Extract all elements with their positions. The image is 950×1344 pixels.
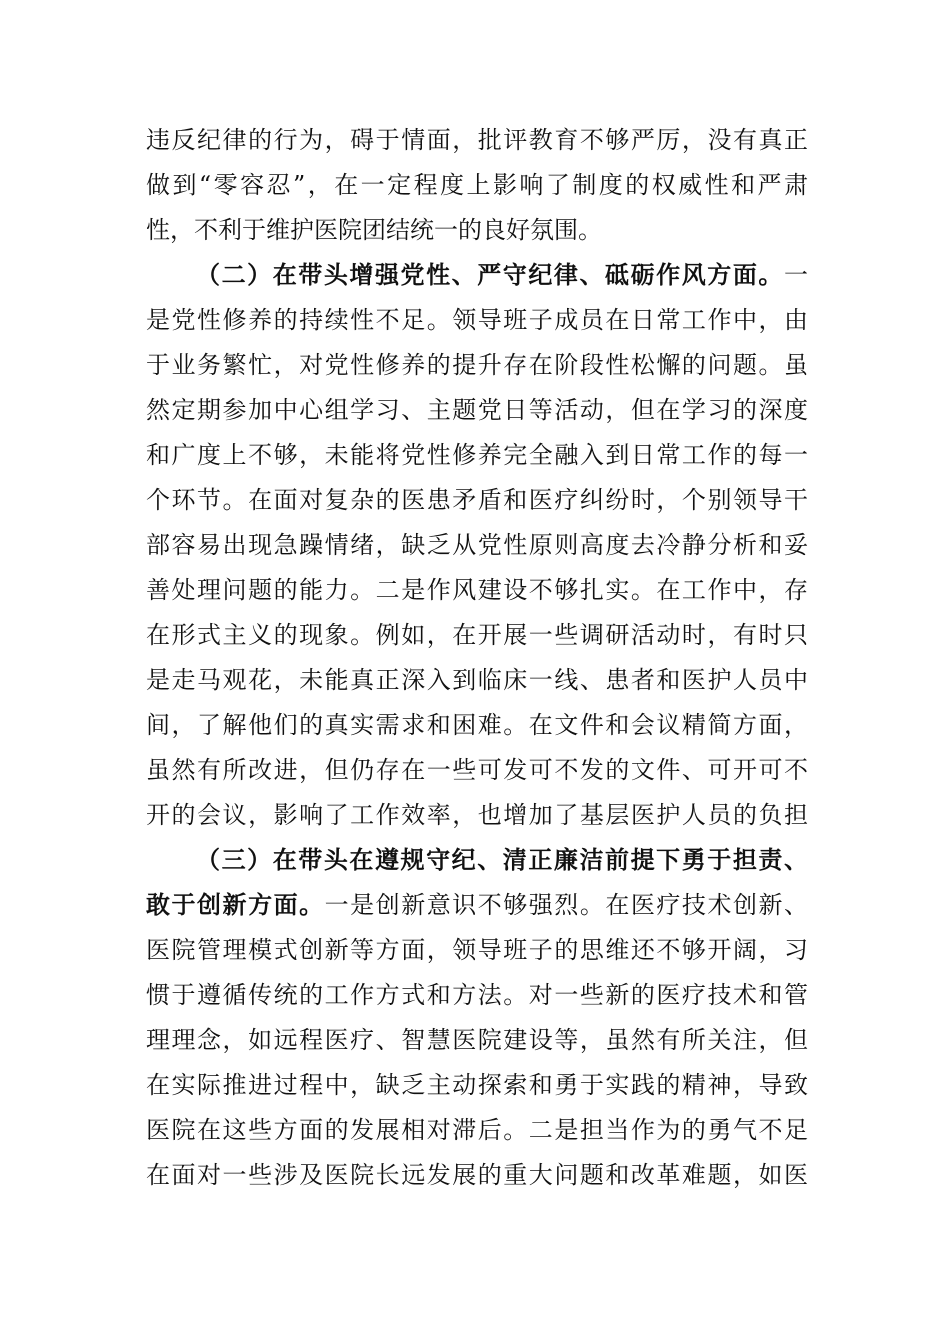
text-line: 善处理问题的能力。二是作风建设不够扎实。在工作中，存	[146, 576, 808, 604]
text-line: 然定期参加中心组学习、主题党日等活动，但在学习的深度	[146, 396, 808, 424]
text-line: 违反纪律的行为，碍于情面，批评教育不够严厉，没有真正	[146, 126, 808, 154]
text-line: 性，不利于维护医院团结统一的良好氛围。	[146, 216, 602, 244]
text-line: 部容易出现急躁情绪，缺乏从党性原则高度去冷静分析和妥	[146, 531, 808, 559]
text-fragment: 一	[784, 261, 808, 289]
text-line: 在形式主义的现象。例如，在开展一些调研活动时，有时只	[146, 621, 808, 649]
section-heading: （二）在带头增强党性、严守纪律、砥砺作风方面。	[196, 260, 784, 289]
text-line: 做到“零容忍”，在一定程度上影响了制度的权威性和严肃	[146, 171, 808, 199]
text-line: 于业务繁忙，对党性修养的提升存在阶段性松懈的问题。虽	[146, 351, 808, 379]
section-heading-line	[196, 253, 808, 297]
text-line: 在实际推进过程中，缺乏主动探索和勇于实践的精神，导致	[146, 1071, 808, 1099]
section-heading: （三）在带头在遵规守纪、清正廉洁前提下勇于担责、	[196, 845, 808, 874]
text-line: 在面对一些涉及医院长远发展的重大问题和改革难题，如医	[146, 1161, 808, 1189]
text-line: 个环节。在面对复杂的医患矛盾和医疗纠纷时，个别领导干	[146, 486, 808, 514]
text-line: 惯于遵循传统的工作方式和方法。对一些新的医疗技术和管	[146, 981, 808, 1009]
text-line: 虽然有所改进，但仍存在一些可发可不发的文件、可开可不	[146, 756, 808, 784]
text-line: 和广度上不够，未能将党性修养完全融入到日常工作的每一	[146, 441, 808, 469]
text-line: 是党性修养的持续性不足。领导班子成员在日常工作中，由	[146, 306, 808, 334]
text-line: 医院在这些方面的发展相对滞后。二是担当作为的勇气不足	[146, 1116, 808, 1144]
text-line: 开的会议，影响了工作效率，也增加了基层医护人员的负担	[146, 801, 808, 829]
text-line: 理理念，如远程医疗、智慧医院建设等，虽然有所关注，但	[146, 1026, 808, 1054]
text-line: 是走马观花，未能真正深入到临床一线、患者和医护人员中	[146, 666, 808, 694]
section-heading-cont: 敢于创新方面。	[146, 890, 325, 919]
text-line: 医院管理模式创新等方面，领导班子的思维还不够开阔，习	[146, 936, 808, 964]
text-fragment: 一是创新意识不够强烈。在医疗技术创新、	[324, 891, 808, 919]
section-heading-line	[146, 883, 808, 927]
text-line: 间，了解他们的真实需求和困难。在文件和会议精简方面，	[146, 711, 808, 739]
